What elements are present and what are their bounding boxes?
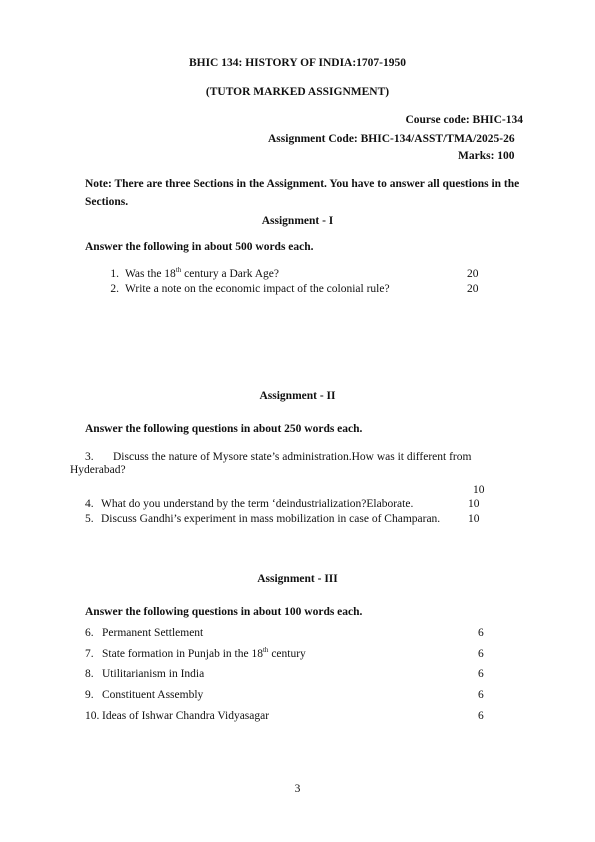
question-text-line1: Discuss the nature of Mysore state’s administration.How was it different from <box>113 451 472 463</box>
question-5 <box>85 513 440 525</box>
page-number: 3 <box>294 783 301 795</box>
instructions-note: Note: There are three Sections in the Assignment. You have to answer all questions in the Sections. <box>85 178 520 208</box>
question-6 <box>85 627 203 639</box>
question-4-marks: 10 <box>468 498 480 510</box>
question-3-line2: Hyderabad? <box>70 464 126 476</box>
section-heading-1: Assignment - I <box>261 215 334 227</box>
question-text: What do you understand by the term ‘deindustrialization?Elaborate. <box>101 498 414 510</box>
question-2-marks: 20 <box>467 283 479 295</box>
document-title: BHIC 134: HISTORY OF INDIA:1707-1950 <box>188 57 407 69</box>
question-text: Permanent Settlement <box>102 627 204 639</box>
document-subtitle: (TUTOR MARKED ASSIGNMENT) <box>205 86 390 98</box>
question-number: 5. <box>85 513 94 525</box>
question-8 <box>85 668 204 680</box>
question-10-marks: 6 <box>478 710 484 722</box>
section-instruction-3: Answer the following questions in about 100 words each. <box>85 606 363 618</box>
question-5-marks: 10 <box>468 513 480 525</box>
question-text: Utilitarianism in India <box>102 668 205 680</box>
section-heading-2: Assignment - II <box>259 390 336 402</box>
question-number: 1. <box>110 268 119 280</box>
question-text-post: century a Dark Age? <box>181 268 279 280</box>
question-3-marks: 10 <box>473 484 485 496</box>
question-6-marks: 6 <box>478 627 484 639</box>
superscript: th <box>175 266 182 275</box>
question-number: 3. <box>85 451 94 463</box>
course-code: Course code: BHIC-134 <box>405 114 523 126</box>
question-text-pre: State formation in Punjab in the 18 <box>102 648 263 660</box>
question-10 <box>85 710 269 722</box>
question-9-marks: 6 <box>478 689 484 701</box>
question-8-marks: 6 <box>478 668 484 680</box>
question-number: 4. <box>85 498 94 510</box>
question-1-marks: 20 <box>467 268 479 280</box>
question-text: Write a note on the economic impact of the colonial rule? <box>125 283 390 295</box>
question-3 <box>85 451 471 463</box>
section-heading-3: Assignment - III <box>257 573 338 585</box>
section-instruction-1: Answer the following in about 500 words each. <box>85 241 314 253</box>
section-instruction-2: Answer the following questions in about 250 words each. <box>85 423 363 435</box>
question-text: Discuss Gandhi’s experiment in mass mobilization in case of Champaran. <box>101 513 441 525</box>
question-7 <box>85 648 306 660</box>
assignment-code: Assignment Code: BHIC-134/ASST/TMA/2025-26 <box>268 133 515 145</box>
question-number: 8. <box>85 668 94 680</box>
question-9 <box>85 689 203 701</box>
question-text: Ideas of Ishwar Chandra Vidyasagar <box>102 710 270 722</box>
question-text: Constituent Assembly <box>102 689 204 701</box>
question-2 <box>101 283 390 295</box>
question-4 <box>85 498 413 510</box>
question-7-marks: 6 <box>478 648 484 660</box>
question-1 <box>101 268 279 280</box>
question-number: 9. <box>85 689 94 701</box>
superscript: th <box>262 646 269 655</box>
question-text-pre: Was the 18 <box>125 268 176 280</box>
question-text-post: century <box>268 648 306 660</box>
question-number: 2. <box>110 283 119 295</box>
question-number: 7. <box>85 648 94 660</box>
question-number: 10. <box>85 710 100 722</box>
question-number: 6. <box>85 627 94 639</box>
total-marks: Marks: 100 <box>458 150 515 162</box>
